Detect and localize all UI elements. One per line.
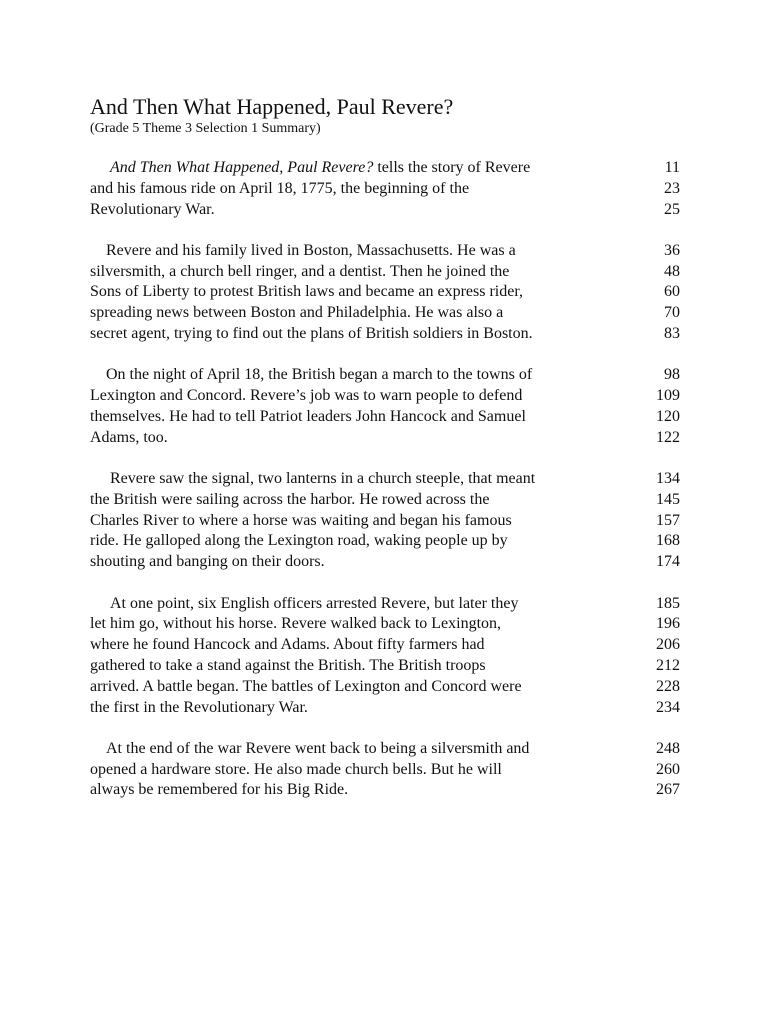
word-count: 206 bbox=[656, 636, 680, 654]
text-line bbox=[90, 739, 680, 760]
text-line bbox=[90, 656, 680, 677]
text-line bbox=[90, 760, 680, 781]
word-count: 134 bbox=[656, 470, 680, 488]
word-count: 70 bbox=[664, 304, 680, 322]
text-line bbox=[90, 552, 680, 573]
line-text: themselves. He had to tell Patriot leaders John Hancock and Samuel bbox=[90, 407, 526, 425]
word-count: 23 bbox=[664, 179, 680, 197]
line-text: arrived. A battle began. The battles of Lexington and Concord were bbox=[90, 677, 522, 695]
word-count: 60 bbox=[664, 283, 680, 301]
line-text: silversmith, a church bell ringer, and a dentist. Then he joined the bbox=[90, 262, 510, 280]
text-line bbox=[90, 407, 680, 428]
word-count: 267 bbox=[656, 781, 680, 799]
line-text: At one point, six English officers arrested Revere, but later they bbox=[110, 594, 519, 612]
line-text: opened a hardware store. He also made church bells. But he will bbox=[90, 760, 502, 778]
line-text: Revere and his family lived in Boston, Massachusetts. He was a bbox=[106, 241, 516, 259]
text-line bbox=[90, 490, 680, 511]
line-text: Revere saw the signal, two lanterns in a church steeple, that meant bbox=[110, 470, 536, 488]
summary-body bbox=[90, 158, 680, 822]
line-text: secret agent, trying to find out the plans of British soldiers in Boston. bbox=[90, 325, 533, 343]
word-count: 228 bbox=[656, 677, 680, 695]
line-text: gathered to take a stand against the British. The British troops bbox=[90, 656, 486, 674]
paragraph-5 bbox=[90, 594, 680, 719]
word-count: 48 bbox=[664, 262, 680, 280]
word-count: 25 bbox=[664, 200, 680, 218]
line-text: Charles River to where a horse was waiting and began his famous bbox=[90, 511, 512, 529]
word-count: 212 bbox=[656, 656, 680, 674]
text-line bbox=[90, 386, 680, 407]
text-line bbox=[90, 614, 680, 635]
book-title-italic: And Then What Happened, Paul Revere? bbox=[110, 159, 374, 176]
paragraph-4 bbox=[90, 469, 680, 573]
line-text: the first in the Revolutionary War. bbox=[90, 698, 308, 716]
word-count: 120 bbox=[656, 407, 680, 425]
line-text: Adams, too. bbox=[90, 428, 168, 446]
line-text: let him go, without his horse. Revere walked back to Lexington, bbox=[90, 615, 502, 633]
text-line bbox=[90, 635, 680, 656]
text-line bbox=[90, 324, 680, 345]
word-count: 122 bbox=[656, 428, 680, 446]
line-text: At the end of the war Revere went back to being a silversmith and bbox=[106, 739, 530, 757]
text-line bbox=[90, 677, 680, 698]
word-count: 98 bbox=[664, 366, 680, 384]
line-text: ride. He galloped along the Lexington road, waking people up by bbox=[90, 532, 508, 550]
word-count: 196 bbox=[656, 615, 680, 633]
line-text: and his famous ride on April 18, 1775, the beginning of the bbox=[90, 179, 470, 197]
line-text: On the night of April 18, the British began a march to the towns of bbox=[106, 366, 533, 384]
word-count: 145 bbox=[656, 490, 680, 508]
line-text: where he found Hancock and Adams. About fifty farmers had bbox=[90, 636, 485, 654]
line-text: the British were sailing across the harbor. He rowed across the bbox=[90, 490, 490, 508]
text-line bbox=[90, 511, 680, 532]
line-text: Revolutionary War. bbox=[90, 200, 215, 218]
word-count: 109 bbox=[656, 387, 680, 405]
word-count: 36 bbox=[664, 241, 680, 259]
word-count: 157 bbox=[656, 511, 680, 529]
text-line bbox=[90, 262, 680, 283]
paragraph-2 bbox=[90, 241, 680, 345]
paragraph-6 bbox=[90, 739, 680, 801]
paragraph-1 bbox=[90, 158, 680, 220]
text-line bbox=[90, 200, 680, 221]
line-text: spreading news between Boston and Philadelphia. He was also a bbox=[90, 304, 504, 322]
word-count: 11 bbox=[664, 159, 680, 176]
word-count: 168 bbox=[656, 532, 680, 550]
word-count: 83 bbox=[664, 325, 680, 343]
word-count: 260 bbox=[656, 760, 680, 778]
text-line bbox=[90, 698, 680, 719]
text-line bbox=[90, 365, 680, 386]
word-count: 248 bbox=[656, 739, 680, 757]
line-text: Sons of Liberty to protest British laws and became an express rider, bbox=[90, 283, 524, 301]
page-title: And Then What Happened, Paul Revere? bbox=[90, 94, 454, 119]
page-subtitle: (Grade 5 Theme 3 Selection 1 Summary) bbox=[90, 121, 321, 136]
paragraph-3 bbox=[90, 365, 680, 448]
word-count: 234 bbox=[656, 698, 680, 716]
text-line bbox=[90, 303, 680, 324]
word-count: 174 bbox=[656, 553, 680, 571]
text-line bbox=[90, 241, 680, 262]
line-text: always be remembered for his Big Ride. bbox=[90, 781, 349, 799]
text-line bbox=[90, 282, 680, 303]
text-line bbox=[90, 158, 680, 179]
text-line bbox=[90, 179, 680, 200]
text-line bbox=[90, 780, 680, 801]
text-line bbox=[90, 469, 680, 490]
line-text: tells the story of Revere bbox=[373, 159, 531, 176]
text-line bbox=[90, 428, 680, 449]
text-line bbox=[90, 531, 680, 552]
line-text: Lexington and Concord. Revere’s job was to warn people to defend bbox=[90, 387, 523, 405]
line-text: shouting and banging on their doors. bbox=[90, 553, 325, 571]
text-line bbox=[90, 594, 680, 615]
word-count: 185 bbox=[656, 594, 680, 612]
